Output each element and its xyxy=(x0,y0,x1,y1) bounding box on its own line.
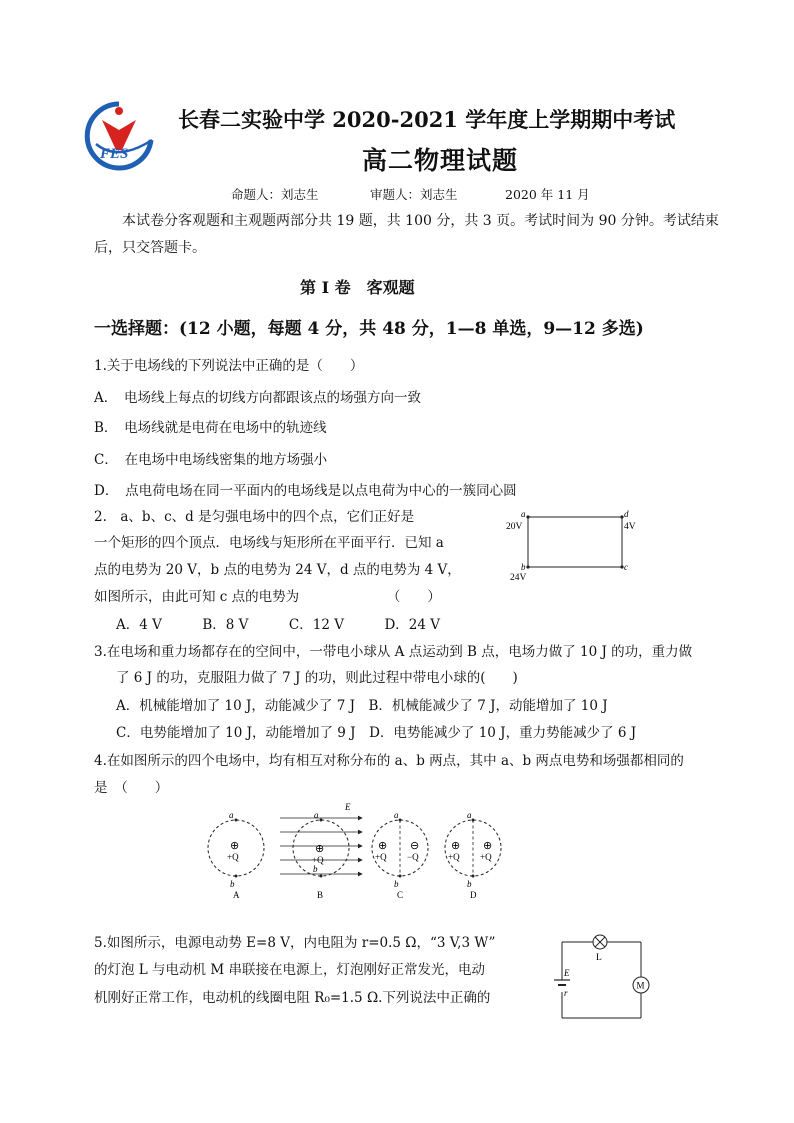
subject-title: 高二物理试题 xyxy=(362,146,519,175)
q1-stem: 1.关于电场线的下列说法中正确的是（ ） xyxy=(94,358,364,374)
q5-label-e: E xyxy=(564,968,570,978)
q4c-plus-charge: +Q xyxy=(375,852,387,862)
q1-option-c: C． 在电场中电场线密集的地方场强小 xyxy=(94,452,328,468)
q4-line-2: 是 （ ） xyxy=(94,780,169,796)
q4-figure-c xyxy=(372,810,428,898)
q4b-label-e: E xyxy=(345,802,351,812)
q4b-label-a: a xyxy=(314,810,319,820)
q2-label-b: b xyxy=(521,562,526,572)
q4d-plus-sign-left: ⊕ xyxy=(451,840,461,852)
q4a-charge-sign: ⊕ xyxy=(230,840,240,852)
logo-text: FES xyxy=(100,146,129,162)
q5-line-1: 5.如图所示，电源电动势 E=8 V，内电阻为 r=0.5 Ω，“3 V,3 W” xyxy=(94,935,496,951)
q4b-label-b: b xyxy=(313,864,318,874)
q4-fields-figure xyxy=(200,798,520,898)
q1-option-a: A． 电场线上每点的切线方向都跟该点的场强方向一致 xyxy=(94,390,421,406)
q4a-label-a: a xyxy=(229,810,234,820)
q4b-charge-sign: ⊕ xyxy=(315,843,325,855)
q4-figure-d xyxy=(445,810,501,898)
battery-icon xyxy=(554,980,570,985)
q4d-label-a: a xyxy=(467,810,472,820)
q1-option-b: B． 电场线就是电荷在电场中的轨迹线 xyxy=(94,420,327,436)
q5-label-l: L xyxy=(596,953,602,963)
q5-label-m: M xyxy=(636,980,645,991)
q4a-caption: A xyxy=(233,890,240,898)
motor-icon xyxy=(633,977,649,993)
q2-options: A．4 V B．8 V C．12 V D．24 V xyxy=(116,617,441,633)
q5-line-2: 的灯泡 L 与电动机 M 串联接在电源上，灯泡刚好正常发光，电动 xyxy=(94,962,485,978)
q2-volt-d: 4V xyxy=(624,522,636,532)
reviewer-line: 审题人：刘志生 xyxy=(370,187,458,202)
date-line: 2020 年 11 月 xyxy=(505,187,590,202)
q4a-charge: +Q xyxy=(227,852,239,862)
q4a-label-b: b xyxy=(230,879,235,889)
q2-line-1: 2. a、b、c、d 是匀强电场中的四个点，它们正好是 xyxy=(94,509,415,525)
q4c-plus-sign: ⊕ xyxy=(378,840,388,852)
q2-label-a: a xyxy=(521,509,526,519)
q4c-minus-sign: ⊖ xyxy=(410,840,420,852)
lamp-icon xyxy=(593,935,607,949)
school-title: 长春二实验中学 2020-2021 学年度上学期期中考试 xyxy=(178,107,676,132)
q2-volt-b: 24V xyxy=(510,573,527,583)
q2-label-c: c xyxy=(624,562,628,572)
q2-line-3: 点的电势为 20 V，b 点的电势为 24 V，d 点的电势为 4 V， xyxy=(94,562,461,578)
q2-line-2: 一个矩形的四个顶点．电场线与矩形所在平面平行．已知 a xyxy=(94,535,444,551)
q4b-caption: B xyxy=(317,890,324,898)
school-logo xyxy=(78,100,160,172)
q4d-caption: D xyxy=(470,890,477,898)
q4-figure-b xyxy=(280,802,362,898)
q5-label-r: r xyxy=(564,988,568,998)
q4c-minus-charge: −Q xyxy=(407,852,419,862)
q5-circuit-figure xyxy=(548,930,658,1025)
q4d-plus-sign-right: ⊕ xyxy=(483,840,493,852)
q2-label-d: d xyxy=(624,509,629,519)
school-logo-graphic xyxy=(78,100,160,172)
q4c-caption: C xyxy=(397,890,404,898)
q2-line-4: 如图所示，由此可知 c 点的电势为 （ ） xyxy=(94,589,441,605)
q1-option-d: D． 点电荷电场在同一平面内的电场线是以点电荷为中心的一簇同心圆 xyxy=(94,483,517,499)
q4c-label-b: b xyxy=(394,879,399,889)
section-heading: 一选择题：(12 小题，每题 4 分，共 48 分，1—8 单选，9—12 多选) xyxy=(94,319,644,339)
q4b-charge: +Q xyxy=(312,855,324,865)
q2-rectangle-figure xyxy=(500,505,640,585)
intro-line-2: 后，只交答题卡。 xyxy=(94,240,206,256)
q2-volt-a: 20V xyxy=(506,522,523,532)
proposer-line: 命题人：刘志生 xyxy=(231,187,319,202)
q4d-label-b: b xyxy=(467,879,472,889)
q3-line-2: 了 6 J 的功，克服阻力做了 7 J 的功，则此过程中带电小球的( ) xyxy=(116,670,518,686)
q4-line-1: 4.在如图所示的四个电场中，均有相互对称分布的 a、b 两点，其中 a、b 两点电势和场强都相同的 xyxy=(94,753,684,769)
q4c-label-a: a xyxy=(394,810,399,820)
q3-options-ab: A．机械能增加了 10 J，动能减少了 7 J B．机械能减少了 7 J，动能增加了 10 J xyxy=(116,698,608,714)
volume-title: 第 Ⅰ 卷 客观题 xyxy=(300,278,415,297)
q4d-charge-left: +Q xyxy=(448,852,460,862)
q3-options-cd: C．电势能增加了 10 J，动能增加了 9 J D．电势能减少了 10 J，重力势能减少了 6 J xyxy=(116,725,637,741)
q3-line-1: 3.在电场和重力场都存在的空间中，一带电小球从 A 点运动到 B 点，电场力做了 10 J 的功，重力做 xyxy=(94,644,693,660)
q4-figure-a xyxy=(208,810,264,898)
intro-line-1: 本试卷分客观题和主观题两部分共 19 题，共 100 分，共 3 页。考试时间为 90 分钟。考试结束 xyxy=(122,213,719,229)
q5-line-3: 机刚好正常工作，电动机的线圈电阻 R₀=1.5 Ω.下列说法中正确的 xyxy=(94,990,491,1006)
q4d-charge-right: +Q xyxy=(480,852,492,862)
